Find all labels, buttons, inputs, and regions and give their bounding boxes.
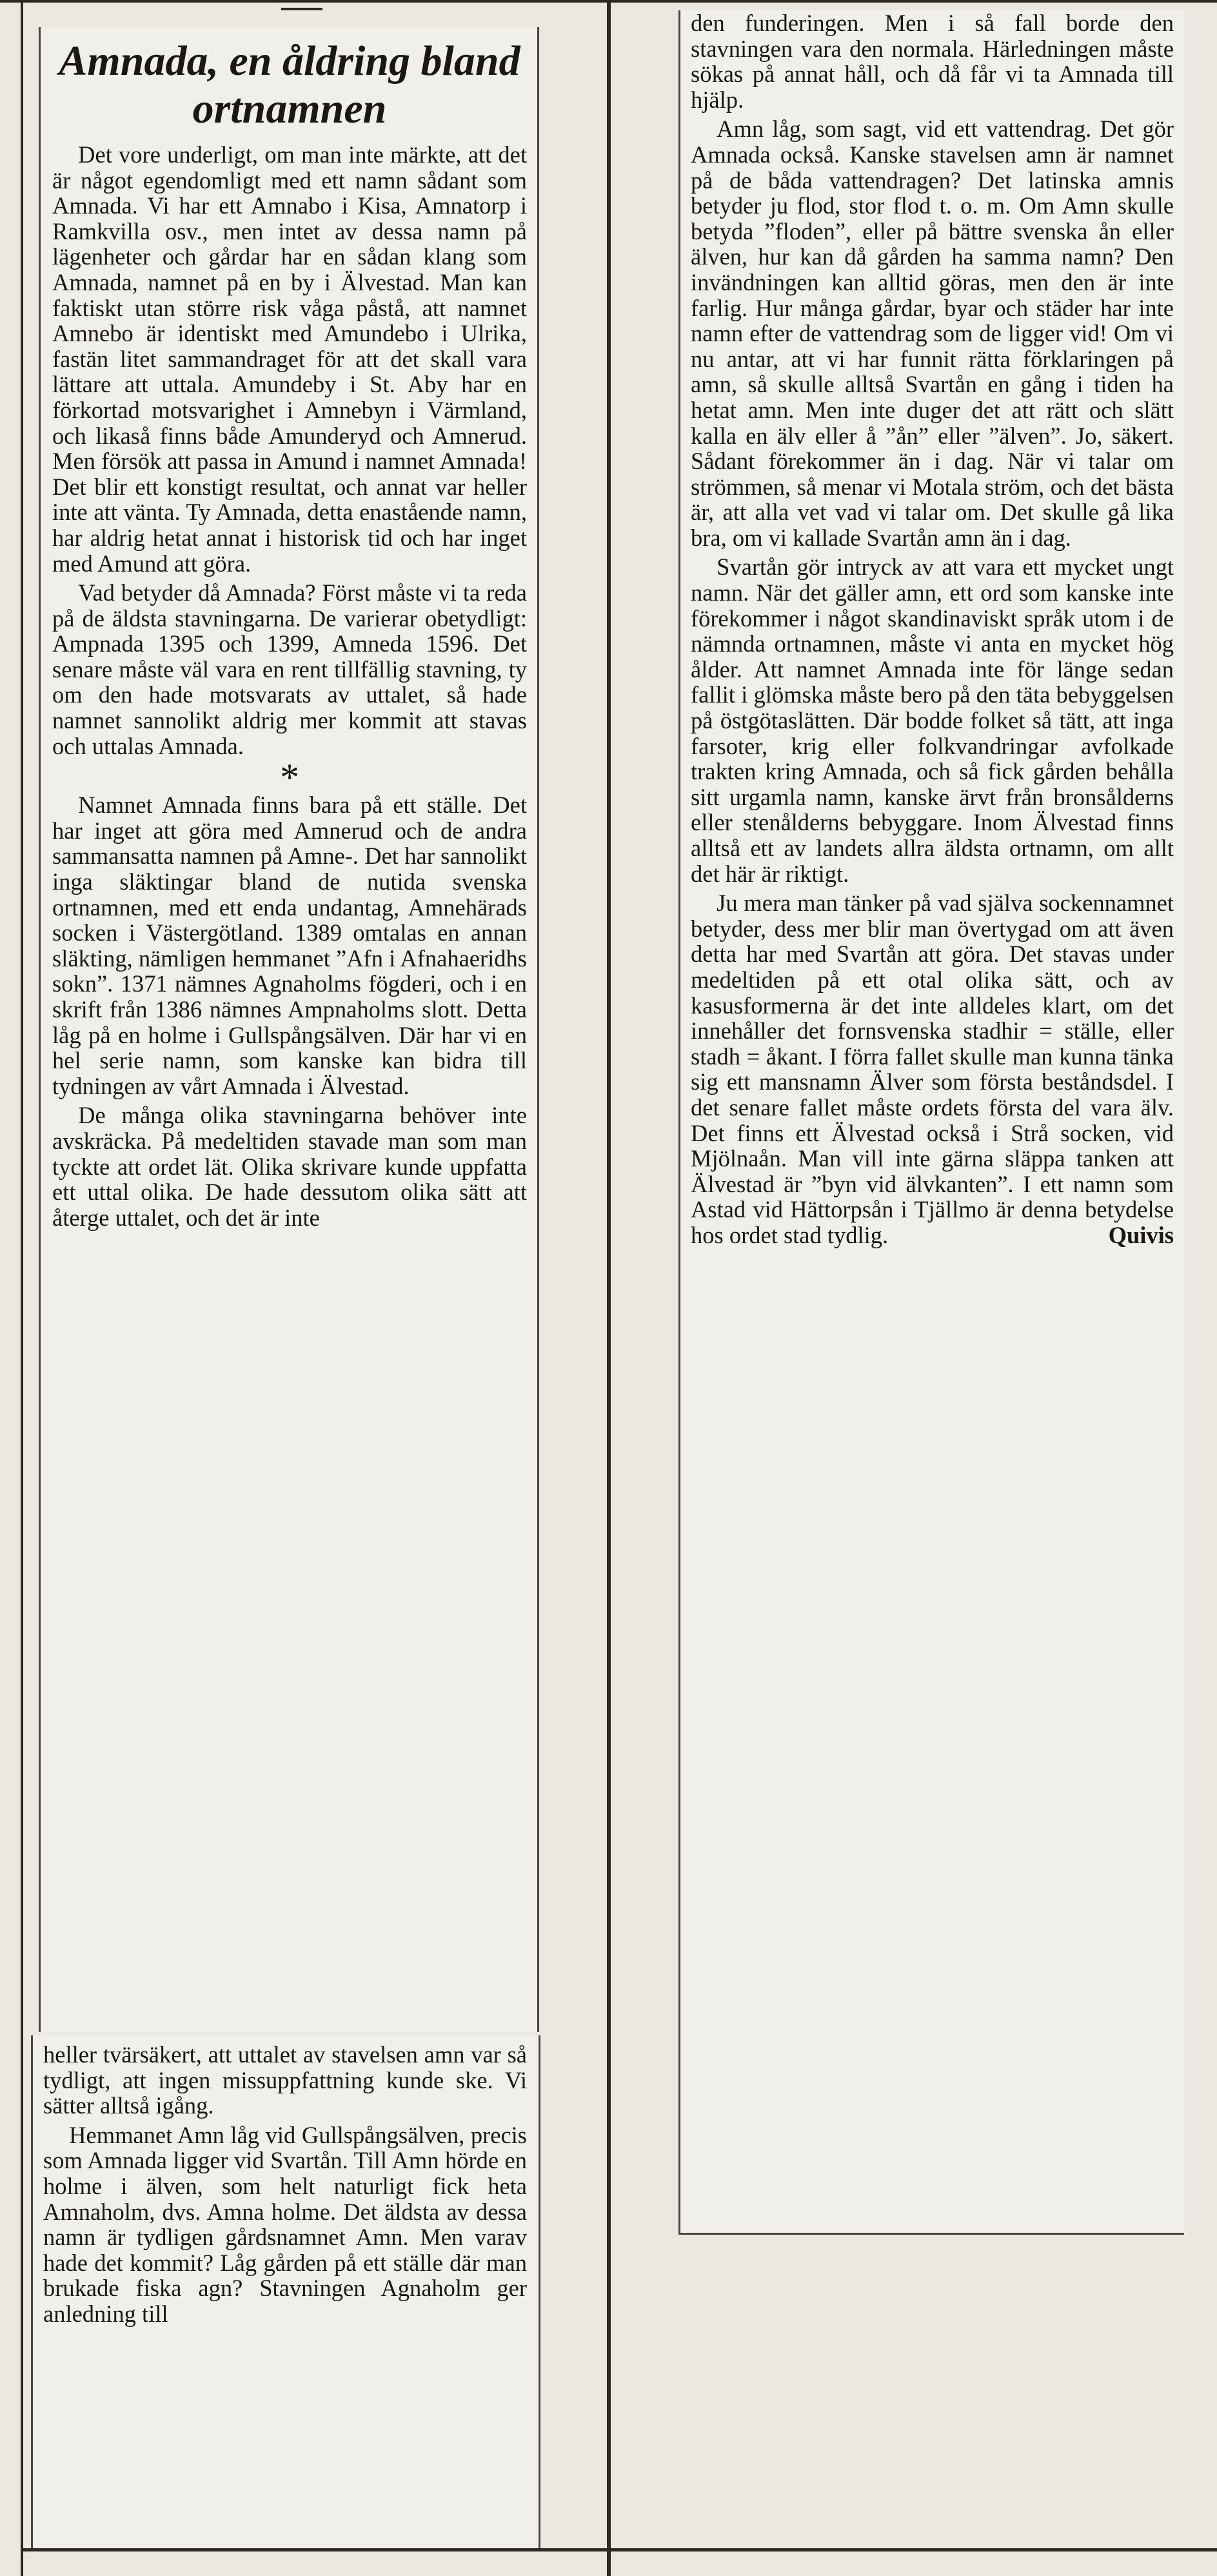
clip-right — [678, 10, 1184, 2235]
paragraph: Namnet Amnada finns bara på ett ställe. Det har inget att göra med Amnerud och de andra sammansatta namnen på Amne-. Det har sannolikt inga släktingar bland de nutida svenska ortnamnen, med ett enda undantag, Amnehärads socken i Västergötland. 1389 omtalas en annan släkting, nämligen hemmanet ”Afn i Afnahaeridhs sokn”. 1371 nämnes Agnaholms fögderi, och i en skrift från 1386 nämnes Ampnaholms slott. Detta låg på en holme i Gullspångsälven. Där har vi en hel serie namn, som kanske kan bidra till tydningen av vårt Amnada i Älvestad. — [52, 792, 527, 1099]
bottom-page-rule — [21, 2548, 1217, 2551]
paragraph: heller tvärsäkert, att uttalet av stavelsen amn var så tydligt, att ingen missuppfattning kunde ske. Vi sätter alltså igång. — [43, 2041, 527, 2119]
article-title: Amnada, en åldring bland ortnamnen — [59, 37, 520, 132]
paragraph-text: Ju mera man tänker på vad själva sockennamnet betyder, dess mer blir man övertygad om att även detta har med Svartån att göra. Det stavas under medeltiden på ett otal olika sätt, och av kasusformerna är det inte alldeles klart, om det innehåller det fornsvenska stadhir = ställe, eller stadh = åkant. I förra fallet skulle man kunna tänka sig ett mansnamn Älver som första beståndsdel. I det senare fallet måste ordets första del vara älv. Det finns ett Älvestad också i Strå socken, vid Mjölnaån. Man vill inte gärna släppa tanken att Älvestad är ”byn vid älvkanten”. I ett namn som Astad vid Hättorpsån i Tjällmo är denna betydelse hos ordet stad tydlig. — [691, 890, 1174, 1248]
paragraph: den funderingen. Men i så fall borde den stavningen vara den normala. Härledningen måste sökas på annat håll, och då får vi ta Amnada till hjälp. — [691, 10, 1174, 113]
paragraph: Amn låg, som sagt, vid ett vattendrag. Det gör Amnada också. Kanske stavelsen amn är namnet på de båda vattendragen? Det latinska amnis betyder ju flod, stor flod t. o. m. Om Amn skulle betyda ”floden”, eller på bättre svenska ån eller älven, hur kan då gården ha samma namn? Den invändningen kan alltid göras, men den är inte farlig. Hur många gårdar, byar och städer har inte namn efter de vattendrag som de ligger vid! Om vi nu antar, att vi har funnit rätta förklaringen på amn, så skulle alltså Svartån en gång i tiden ha hetat amn. Men inte duger det att rätt och slätt kalla en älv eller å ”ån” eller ”älven”. Jo, säkert. Sådant förekommer än i dag. När vi talar om strömmen, så menar vi Motala ström, och det bästa är, att alla vet vad vi talar om. Det skulle gå lika bra, om vi kallade Svartån amn än i dag. — [691, 115, 1174, 551]
paragraph: Det vore underligt, om man inte märkte, att det är något egendomligt med ett namn sådant som Amnada. Vi har ett Amnabo i Kisa, Amnatorp i Ramkvilla osv., men intet av dessa namn på lägenheter och gårdar har en sådan klang som Amnada, namnet på en by i Älvestad. Man kan faktiskt utan större risk våga påstå, att namnet Amnebo är identiskt med Amundebo i Ulrika, fastän litet sammandraget för att det skall vara lättare att uttala. Amundeby i St. Aby har en förkortad motsvarighet i Amnebyn i Värmland, och likaså finns både Amunderyd och Amnerud. Men försök att passa in Amund i namnet Amnada! Det blir ett konstigt resultat, och annat var heller inte att vänta. Ty Amnada, detta enastående namn, har aldrig hetat annat i historisk tid och har inget med Amund att göra. — [52, 141, 527, 577]
author-signature: Quivis — [1108, 1221, 1174, 1248]
section-separator: * — [280, 756, 299, 799]
center-page-rule — [607, 0, 611, 2576]
paragraph: Hemmanet Amn låg vid Gullspångsälven, precis som Amnada ligger vid Svartån. Till Amn hörde en holme i älven, som helt naturligt fick heta Amnaholm, dvs. Amna holme. Det äldsta av dessa namn är tydligen gårdsnamnet Amn. Men varav hade det kommit? Låg gården på ett ställe där man brukade fiska agn? Stavningen Agnaholm ger anledning till — [43, 2121, 527, 2327]
top-stub-rule — [281, 8, 322, 10]
top-page-rule — [0, 0, 1217, 3]
paragraph: De många olika stavningarna behöver inte avskräcka. På medeltiden stavade man som man tyckte att ordet lät. Olika skrivare kunde uppfatta ett uttal olika. De hade dessutom olika sätt att återge uttalet, och det är inte — [52, 1102, 527, 1231]
paragraph: Svartån gör intryck av att vara ett mycket ungt namn. När det gäller amn, ett ord som kanske inte förekommer i något skandinaviskt språk utom i de nämnda ortnamnen, måste vi anta en mycket hög ålder. Att namnet Amnada inte för länge sedan fallit i glömska måste bero på den täta bebyggelsen på östgötaslätten. Där bodde folket så tätt, att inga farsoter, krig eller folkvandringar avfolkade trakten kring Amnada, och så fick gården behålla sitt urgamla namn, kanske ärvt från bronsålderns eller stenålderns bebyggare. Inom Älvestad finns alltså ett av landets allra äldsta ortnamn, om allt det här är riktigt. — [691, 554, 1174, 887]
clip-left-upper — [39, 27, 539, 2032]
left-page-rule — [21, 0, 23, 2576]
paragraph: Vad betyder då Amnada? Först måste vi ta reda på de äldsta stavningarna. De varierar obetydligt: Ampnada 1395 och 1399, Amneda 1596. Det senare måste väl vara en rent tillfällig stavning, ty om den hade motsvarats av uttalet, så hade namnet sannolikt aldrig mer kommit att stavas och uttalas Amnada. — [52, 579, 527, 759]
paragraph — [691, 890, 1174, 1248]
clip-left-lower — [31, 2035, 540, 2548]
